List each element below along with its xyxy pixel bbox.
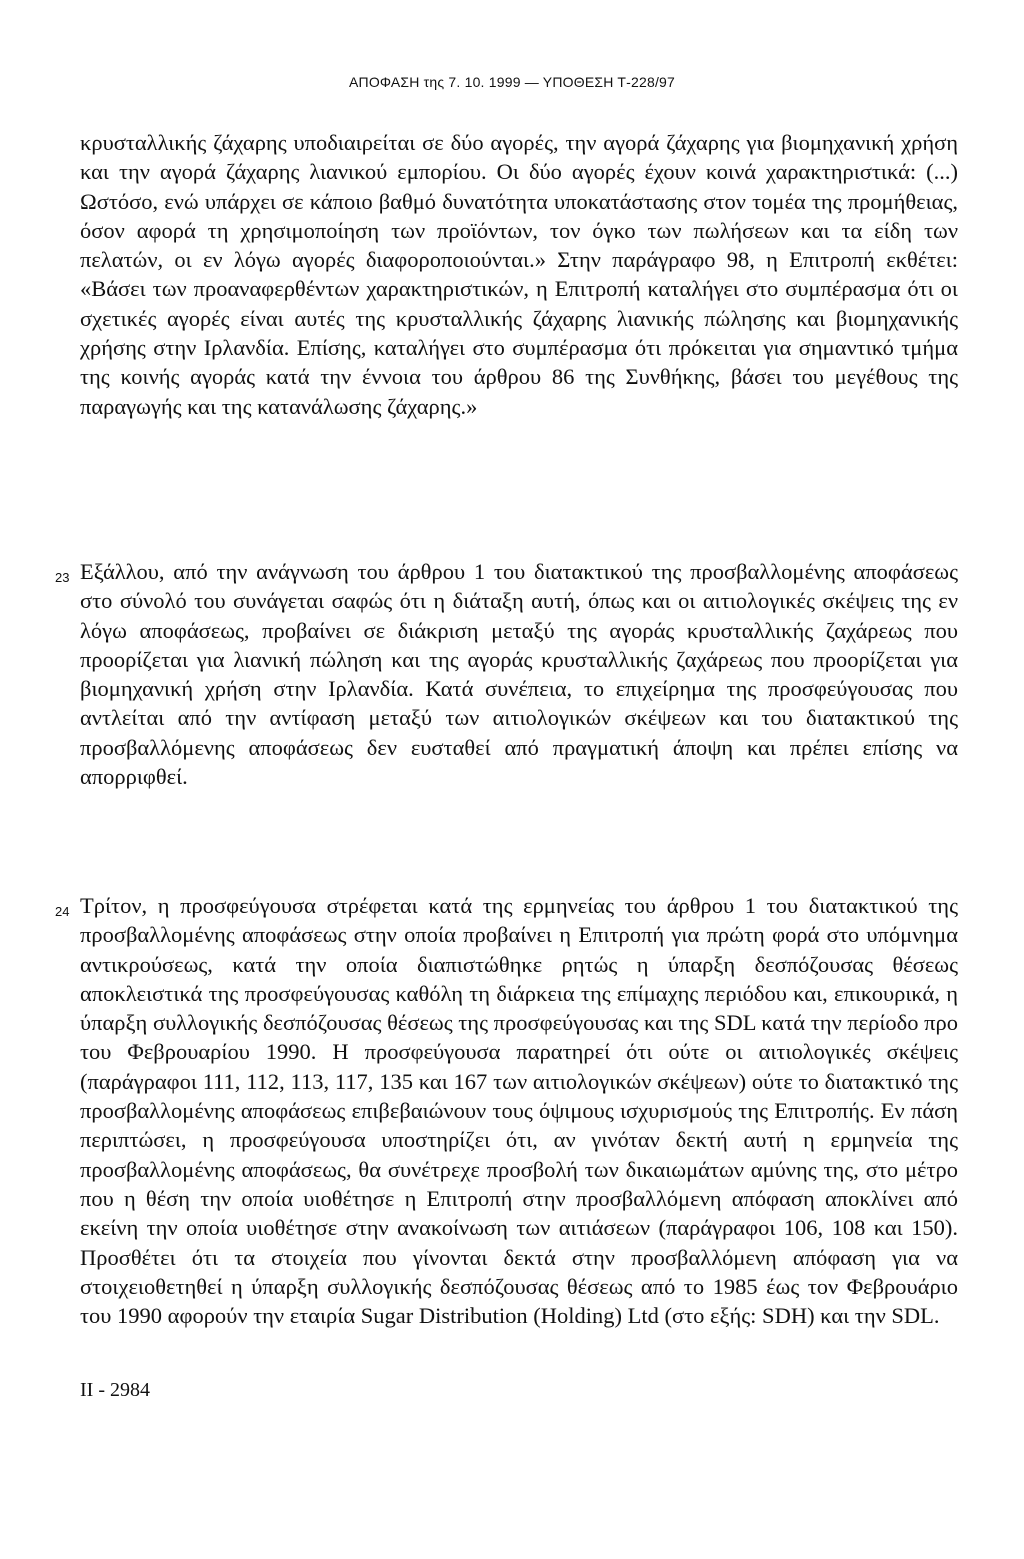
paragraph-24: Τρίτον, η προσφεύγουσα στρέφεται κατά της ερμηνείας του άρθρου 1 του διατακτικού της προσβαλλομένης αποφάσεως στην οποία προβαίνει η Επιτροπή για πρώτη φορά στο υπόμνημα αντικρούσεως, κατά την οποία διαπιστώθηκε ρητώς η ύπαρξη δεσπόζουσας θέσεως αποκλειστικά της προσφεύγουσας καθόλη τη διάρκεια της επίμαχης περιόδου και, επικουρικά, η ύπαρξη συλλογικής δεσπόζουσας θέσεως της προσφεύγουσας και της SDL κατά την περίοδο προ του Φεβρουαρίου 1990. Η προσφεύγουσα παρατηρεί ότι ούτε οι αιτιολογικές σκέψεις (παράγραφοι 111, 112, 113, 117, 135 και 167 των αιτιολογικών σκέψεων) ούτε το διατακτικό της προσβαλλομένης αποφάσεως επιβεβαιώνουν τους όψιμους ισχυρισμούς της Επιτροπής. Εν πάση περιπτώσει, η προσφεύγουσα υποστηρίζει ότι, αν γινόταν δεκτή αυτή η ερμηνεία της προσβαλλομένης αποφάσεως, θα συνέτρεχε προσβολή των δικαιωμάτων αμύνης της, στο μέτρο που η θέση την οποία υιοθέτησε η Επιτροπή στην προσβαλλόμενη απόφαση αποκλίνει από εκείνη την οποία υιοθέτησε στην ανακοίνωση των αιτιάσεων (παράγραφοι 106, 108 και 150). Προσθέτει ότι τα στοιχεία που γίνονται δεκτά στην προσβαλλόμενη απόφαση για να στοιχειοθετηθεί η ύπαρξη συλλογικής δεσπόζουσας θέσεως από το 1985 έως τον Φεβρουάριο του 1990 αφορούν την εταιρία Sugar Distribution (Holding) Ltd (στο εξής: SDH) και την SDL. [80, 893, 958, 1329]
paragraph-number-24: 24 [55, 904, 70, 919]
paragraph-continuation: κρυσταλλικής ζάχαρης υποδιαιρείται σε δύο αγορές, την αγορά ζάχαρης για βιομηχανική χρήση και την αγορά ζάχαρης λιανικού εμπορίου. Οι δύο αγορές έχουν κοινά χαρακτηριστικά: (...) Ωστόσο, ενώ υπάρχει σε κάποιο βαθμό δυνατότητα υποκατάστασης στον τομέα της προμήθειας, όσον αφορά τη χρησιμοποίηση των προϊόντων, τον όγκο των πωλήσεων και τα είδη των πελατών, οι εν λόγω αγορές διαφοροποιούνται.» Στην παράγραφο 98, η Επιτροπή εκθέτει: «Βάσει των προαναφερθέντων χαρακτηριστικών, η Επιτροπή καταλήγει στο συμπέρασμα ότι οι σχετικές αγορές είναι αυτές της κρυσταλλικής ζάχαρης λιανικής πώλησης και βιομηχανικής χρήσης στην Ιρλανδία. Επίσης, καταλήγει στο συμπέρασμα ότι πρόκειται για σημαντικό τμήμα της κοινής αγοράς κατά την έννοια του άρθρου 86 της Συνθήκης, βάσει του μεγέθους της παραγωγής και της κατανάλωσης ζάχαρης.» [80, 130, 958, 419]
paragraph-23: Εξάλλου, από την ανάγνωση του άρθρου 1 του διατακτικού της προσβαλλομένης αποφάσεως στο σύνολό του συνάγεται σαφώς ότι η διάταξη αυτή, όπως και οι αιτιολογικές σκέψεις της εν λόγω αποφάσεως, προβαίνει σε διάκριση μεταξύ της αγοράς κρυσταλλικής ζαχάρεως που προορίζεται για λιανική πώληση και της αγοράς κρυσταλλικής ζαχάρεως που προορίζεται για βιομηχανική χρήση στην Ιρλανδία. Κατά συνέπεια, το επιχείρημα της προσφεύγουσας που αντλείται από την αντίφαση μεταξύ των αιτιολογικών σκέψεων και του διατακτικού της προσβαλλόμενης αποφάσεως δεν ευσταθεί από πραγματική άποψη και πρέπει επίσης να απορριφθεί. [80, 559, 958, 790]
page-header: ΑΠΟΦΑΣΗ της 7. 10. 1999 — ΥΠΟΘΕΣΗ Τ-228/97 [348, 74, 676, 90]
paragraph-number-23: 23 [55, 570, 70, 585]
page-number: II - 2984 [80, 1379, 150, 1401]
